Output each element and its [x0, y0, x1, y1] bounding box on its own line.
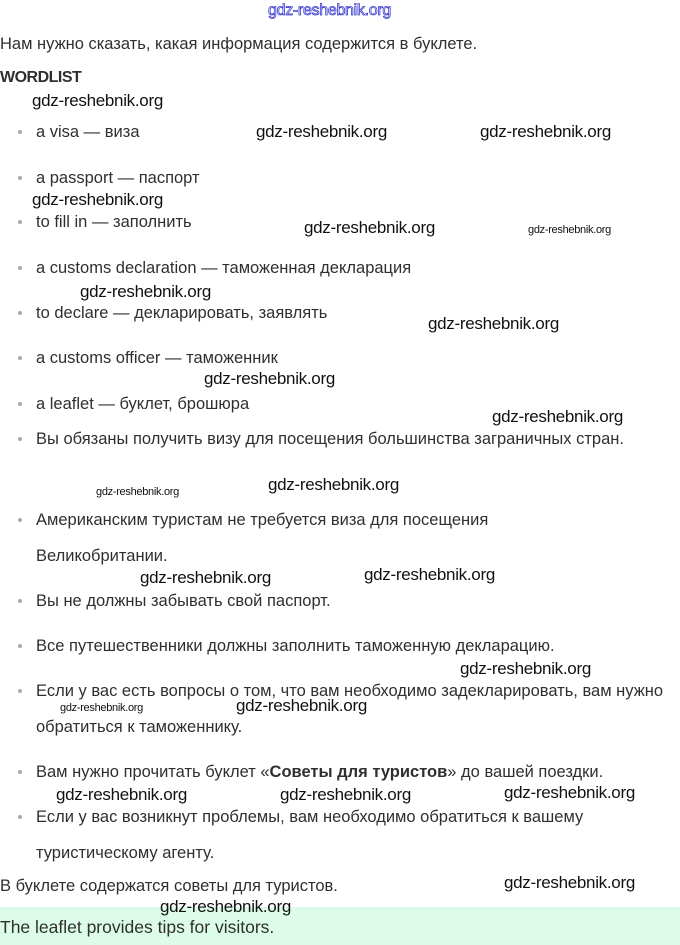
watermark: gdz-reshebnik.org [528, 224, 611, 236]
watermark: gdz-reshebnik.org [280, 785, 411, 804]
bullet-icon [18, 130, 22, 134]
watermark: gdz-reshebnik.org [428, 314, 559, 333]
watermark: gdz-reshebnik.org [160, 897, 291, 916]
bullet-icon [18, 266, 22, 270]
leaflet-title: Советы для туристов [269, 763, 448, 781]
watermark: gdz-reshebnik.org [60, 702, 143, 714]
watermark: gdz-reshebnik.org [268, 2, 391, 19]
bullet-icon [18, 176, 22, 180]
watermark: gdz-reshebnik.org [304, 218, 435, 237]
bullet-icon [18, 518, 22, 522]
bullet-icon [18, 402, 22, 406]
bullet-icon [18, 311, 22, 315]
answer-text: The leaflet provides tips for visitors. [0, 917, 275, 937]
watermark: gdz-reshebnik.org [140, 568, 271, 587]
intro-text: Нам нужно сказать, какая информация содержится в буклете. [0, 35, 478, 53]
watermark: gdz-reshebnik.org [504, 873, 635, 892]
bullet-icon [18, 220, 22, 224]
watermark: gdz-reshebnik.org [204, 369, 335, 388]
watermark: gdz-reshebnik.org [32, 190, 163, 209]
bullet-icon [18, 689, 22, 693]
watermark: gdz-reshebnik.org [268, 475, 399, 494]
watermark: gdz-reshebnik.org [492, 407, 623, 426]
watermark: gdz-reshebnik.org [96, 486, 179, 498]
bullet-icon [18, 356, 22, 360]
answer-box [0, 907, 680, 945]
watermark: gdz-reshebnik.org [32, 91, 163, 110]
bullet-icon [18, 599, 22, 603]
bullet-icon [18, 437, 22, 441]
watermark: gdz-reshebnik.org [504, 783, 635, 802]
watermark: gdz-reshebnik.org [80, 282, 211, 301]
watermark: gdz-reshebnik.org [56, 785, 187, 804]
bullet-icon [18, 644, 22, 648]
watermark: gdz-reshebnik.org [236, 696, 367, 715]
conclusion-text: В буклете содержатся советы для туристов. [0, 877, 338, 895]
watermark: gdz-reshebnik.org [364, 565, 495, 584]
bullet-icon [18, 815, 22, 819]
wordlist-heading: WORDLIST [0, 69, 82, 86]
watermark: gdz-reshebnik.org [480, 122, 611, 141]
bullet-icon [18, 770, 22, 774]
watermark: gdz-reshebnik.org [256, 122, 387, 141]
watermark: gdz-reshebnik.org [460, 659, 591, 678]
